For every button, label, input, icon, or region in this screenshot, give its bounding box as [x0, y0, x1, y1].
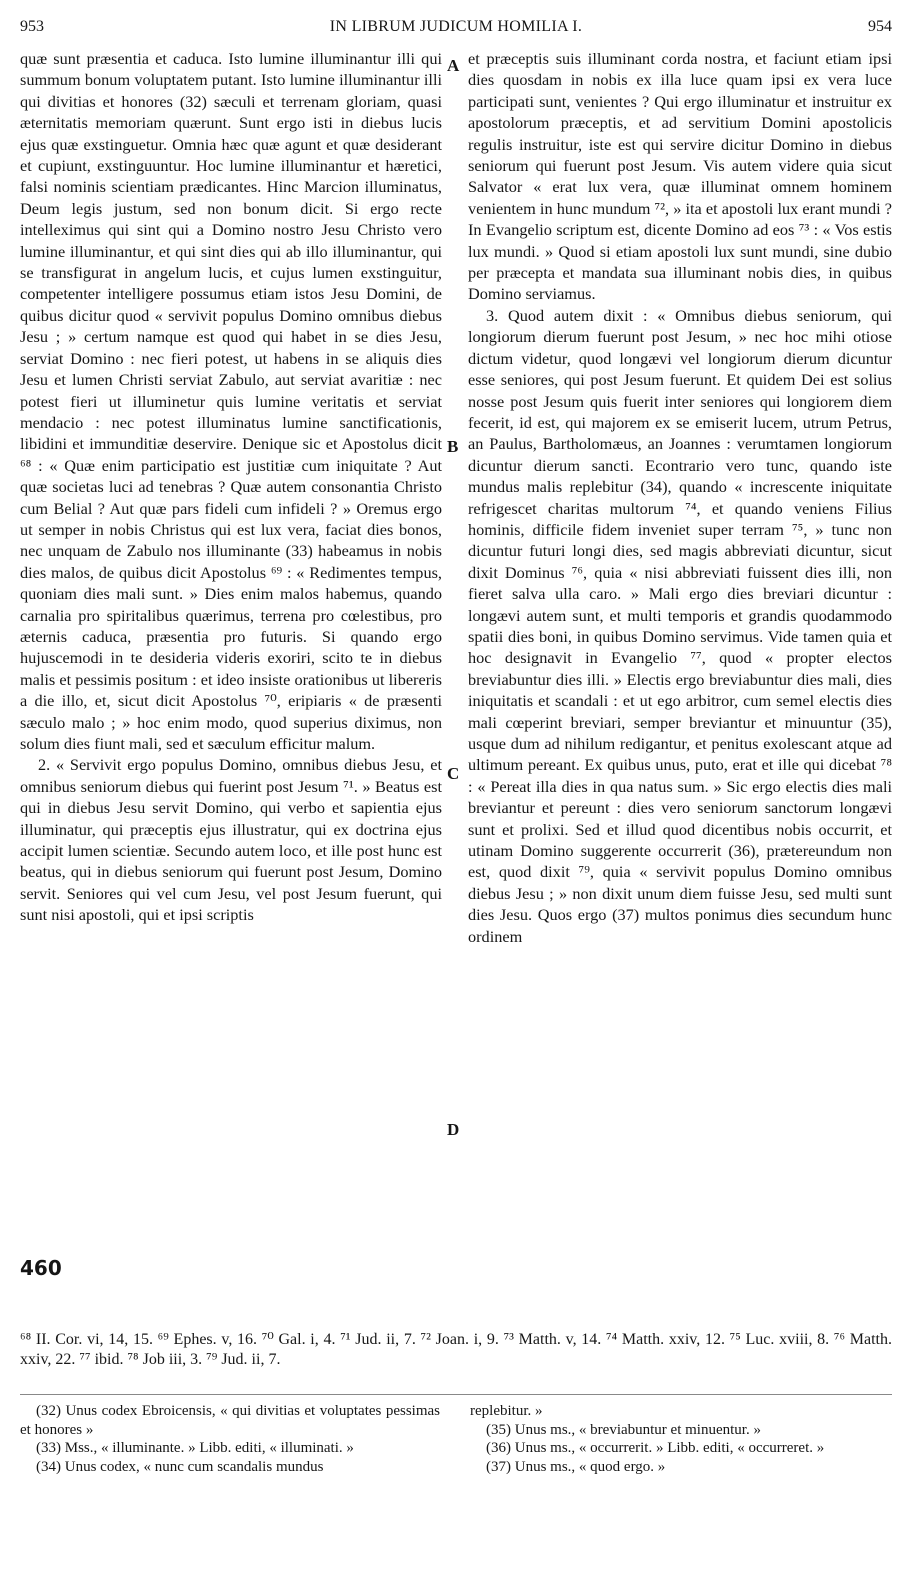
- scripture-references: ⁶⁸ II. Cor. vi, 14, 15. ⁶⁹ Ephes. v, 16. ⁷⁰ Gal. i, 4. ⁷¹ Jud. ii, 7. ⁷² Joan. i, 9. ⁷³ Matth. v, 14. ⁷⁴ Matth. xxiv, 12. ⁷⁵ Luc. xviii, 8. ⁷⁶ Matth. xxiv, 22. ⁷⁷ ibid. ⁷⁸ Job iii, 3. ⁷⁹ Jud. ii, 7.: [20, 1331, 892, 1368]
- running-title: IN LIBRUM JUDICUM HOMILIA I.: [329, 18, 583, 35]
- footnote: (35) Unus ms., « breviabuntur et minuentur. »: [486, 1421, 761, 1438]
- footnote-continuation: replebitur. »: [470, 1403, 543, 1419]
- footnote-divider: [20, 1394, 892, 1395]
- paragraph: quæ sunt præsentia et caduca. Isto lumine illuminantur illi qui summum bonum voluptatem putant. Isto lumine illuminantur illi qui divitias et honores (32) sæculi et terrenam gloriam, quasi æternitatis memoriam quærunt. Sunt ergo isti in diebus lucis ejus quæ exstinguetur. Omnia hæc quæ agunt et quæ desiderant et cupiunt, exstinguuntur. Hoc lumine illuminantur et hæretici, falsi nominis scientiam prædicantes. Hinc Marcion illuminatus, Deum legis justum, sed non bonum dicit. Si ergo recte intelleximus qui sint qui a Domino nostro Jesu Christo vero lumine illuminantur, et qui sint dies qui ab illo illuminantur, qui se transfigurat in angelum lucis, et cujus lumen exstinguitur, competenter intelligere possumus etiam istos Jesu Domini, de quibus dicitur quod « servivit populus Domino omnibus diebus Jesu ; » certum namque est quod qui habet in se dies Jesu, serviat Domino : nec fieri potest, ut habens in se aliquis dies Jesu et lumen Christi serviat Zabulo, aut serviat avaritiæ : nec potest fieri ut illuminetur quis lumine veritatis et serviat mendacio : nec potest illuminatus lumine sanctificationis, libidini et immunditiæ deservire. Denique sic et Apostolus dicit ⁶⁸ : « Quæ enim participatio est justitiæ cum iniquitate ? Aut quæ societas luci ad tenebras ? Quæ autem consonantia Christo cum Belial ? Aut quæ pars fideli cum infideli ? » Oremus ergo ut semper in nobis Christus qui est lux vera, faciat dies bonos, nec unquam de Zabulo nos illuminante (33) habeamus in nobis dies malos, de quibus dicit Apostolus ⁶⁹ : « Redimentes tempus, quoniam dies mali sunt. » Dies enim malos habemus, quando carnalia pro spiritalibus quærimus, terrena pro cœlestibus, pro æternis caduca, præsentia pro futuris. Si quando ergo hujuscemodi in te desideria videris exoriri, scito te in diebus malis et pessimis positum : et ideo insiste orationibus ut libereris a die illo, et, sicut dicit Apostolus ⁷⁰, eripiaris « de præsenti sæculo malo ; » hoc enim modo, quod superius diximus, non solum dies fiunt mali, sed et sæculum efficitur malum.: [20, 49, 442, 753]
- footnote: (32) Unus codex Ebroicensis, « qui divitias et voluptates pessimas et honores »: [20, 1403, 440, 1438]
- running-header: [20, 18, 892, 40]
- margin-marker-c: C: [447, 764, 460, 783]
- margin-marker-a: A: [447, 56, 460, 75]
- paragraph: et præceptis suis illuminant corda nostra, et faciunt etiam ipsi dies quosdam in nobis ex illa luce quam ipsi ex vera luce participati sunt, venientes ? Qui ergo illuminatur et instruitur ex apostolorum præceptis, et ad servitium Domini apostolicis regulis instruitur, iste est qui servire dicitur Domino in diebus seniorum qui fuerunt post Jesum. Vis autem videre quia sicut Salvator « erat lux vera, quæ illuminat omnem hominem venientem in hunc mundum ⁷², » ita et apostoli lux erant mundi ? In Evangelio scriptum est, dicente Domino ad eos ⁷³ : « Vos estis lux mundi. » Quod si etiam apostoli lux sunt mundi, sine dubio per præcepta et mandata sua illuminant nobis dies, in quibus Domino serviamus.: [468, 49, 892, 304]
- footnote: (33) Mss., « illuminante. » Libb. editi, « illuminati. »: [36, 1440, 354, 1456]
- page-number-left: 953: [20, 18, 44, 35]
- paragraph: 3. Quod autem dixit : « Omnibus diebus seniorum, qui longiorum dierum fuerunt post Jesum, » nec hoc mihi otiose dictum videtur, quod longævi vel longiorum dierum dicuntur esse seniores, qui post Jesum fuerunt. Et quidem Dei est solius nosse post Jesum quis fuerit inter seniores qui longiorem diem fecerit, id est, qui majorem ex se emiserit lucem, utrum Petrus, an Paulus, Bartholomæus, an Joannes : verumtamen longiorum dicuntur dierum sancti. Econtrario vero tunc, quando iste mundus malis replebitur (34), quando « increscente iniquitate refrigescet charitas multorum ⁷⁴, et quando veniens Filius hominis, difficile fidem inveniet super terram ⁷⁵, » tunc non dicuntur futuri longi dies, sed magis abbreviati dicuntur, sicut dixit Dominus ⁷⁶, quia « nisi abbreviati fuissent dies illi, non fieret salva ulla caro. » Mali ergo dies breviari dicuntur : longævi autem sunt, et multi temporis et grandis quodammodo spatii dies boni, in quibus Domino servimus. Vide tamen quia et hoc designavit in Evangelio ⁷⁷, quod « propter electos breviabuntur dies illi. » Electis ergo breviabuntur dies mali, dies iniquitatis et scandali : et ut ego arbitror, cum semel electis dies mali cœperint breviari, semper breviantur et minuuntur (35), usque dum ad nihilum redigantur, et penitus exolescant atque ad ultimum pereant. Ex quibus unus, puto, erat et ille qui dicebat ⁷⁸ : « Pereat illa dies in qua natus sum. » Sic ergo electis dies mali breviantur et pereunt : dies vero seniorum sanctorum longævi sunt et prolixi. Sed et illud quod dicentibus nobis occurrit, et utinam Domino suggerente occurrerit (36), prætereundum non est, quod dixit ⁷⁹, quia « servivit populus Domino omnibus diebus Jesu ; » non dixit unum diem fuisse Jesu, sed multi sunt dies Jesu. Quos ergo (37) multos ponimus dies secundum hunc ordinem: [468, 305, 892, 946]
- footnotes-left: [20, 1402, 440, 1476]
- left-column: [20, 48, 442, 926]
- folio-number: 460: [20, 1256, 62, 1280]
- right-column: [468, 48, 892, 947]
- footnotes-right: [470, 1402, 892, 1476]
- page-number-right: 954: [868, 18, 892, 35]
- margin-marker-b: B: [447, 437, 459, 456]
- paragraph: 2. « Servivit ergo populus Domino, omnibus diebus Jesu, et omnibus seniorum diebus qui fuerint post Jesum ⁷¹. » Beatus est qui in diebus Jesu servit Domino, qui verbo et sapientia ejus illuminatur, qui præceptis ejus illustratur, qui ex doctrina ejus accipit lumen scientiæ. Secundo autem loco, et ille post hunc est beatus, qui in diebus seniorum qui fuerunt post Jesum, Domino servit. Seniores qui vel cum Jesu, vel post Jesum fuerunt, qui sunt nisi apostoli, qui et ipsi scriptis: [20, 755, 442, 925]
- footnote: (37) Unus ms., « quod ergo. »: [486, 1458, 666, 1475]
- margin-marker-d: D: [447, 1120, 460, 1139]
- footnote: (36) Unus ms., « occurrerit. » Libb. editi, « occurreret. »: [486, 1440, 825, 1456]
- footnote: (34) Unus codex, « nunc cum scandalis mundus: [36, 1458, 324, 1475]
